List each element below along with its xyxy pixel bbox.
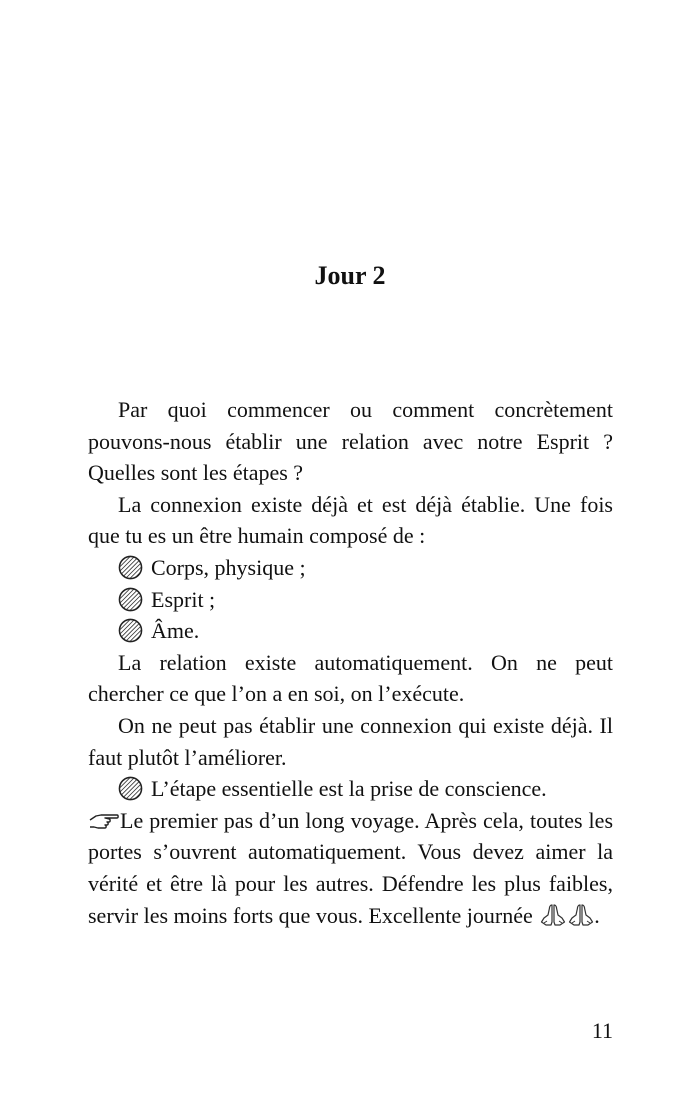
key-step-text: L’étape essentielle est la prise de conscience. [151, 776, 547, 802]
paragraph-relation: La relation existe automatiquement. On ne peut chercher ce que l’on a en soi, on l’exécute. [88, 649, 613, 707]
pointing-hand-icon [88, 809, 120, 831]
key-step-item [88, 773, 613, 805]
paragraph-journey [88, 805, 613, 931]
journey-text: Le premier pas d’un long voyage. Après cela, toutes les portes s’ouvrent automatiquement. Vous devez aimer la vérité et être là pour les autres. Défendre les plus faibles, servir les moins forts que vous. Excellente journée [88, 807, 613, 928]
page-number: 11 [591, 1018, 613, 1043]
paragraph-connection: La connexion existe déjà et est déjà établie. Une fois que tu es un être humain composé de : [88, 491, 613, 549]
bullet-text: Âme. [151, 618, 200, 644]
bullet-item [88, 584, 613, 616]
bullet-item [88, 615, 613, 647]
hatched-circle-icon [118, 587, 143, 612]
page-title: Jour 2 [314, 261, 386, 290]
hatched-circle-icon [118, 776, 143, 801]
hatched-circle-icon [118, 555, 143, 580]
closing-punctuation: . [594, 902, 600, 928]
praying-hands-icon [568, 902, 594, 928]
bullet-text: Corps, physique ; [151, 554, 306, 580]
body-text [88, 394, 613, 931]
hatched-circle-icon [118, 618, 143, 643]
bullet-text: Esprit ; [151, 586, 216, 612]
praying-hands-icon [540, 902, 566, 928]
paragraph-question: Par quoi commencer ou comment concrètement pouvons-nous établir une relation avec notre Esprit ? Quelles sont les étapes ? [88, 397, 613, 486]
bullet-item [88, 552, 613, 584]
paragraph-improve: On ne peut pas établir une connexion qui existe déjà. Il faut plutôt l’améliorer. [88, 712, 613, 770]
